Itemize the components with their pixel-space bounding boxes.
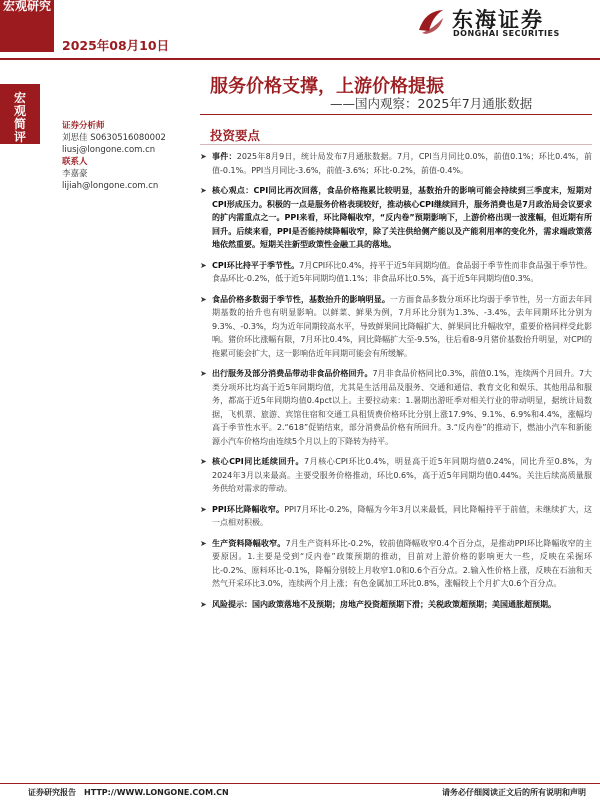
bullet-body: 7月CPI环比0.4%，持平于近5年同期均值。食品弱于季节性而非食品强于季节性。食品环比-0.2%，低于近5年同期均值1.1%；非食品环比0.5%，高于近5年同期均值0.3%。	[212, 260, 592, 283]
report-date: 2025年08月10日	[62, 38, 170, 53]
analyst-label: 证券分析师	[62, 121, 105, 131]
logo-text-cn: 东海证券	[452, 8, 544, 32]
header-divider	[0, 58, 600, 60]
bullet-body: 一方面食品多数分项环比均弱于季节性，另一方面去年同期基数的抬升也有明显影响。以鲜菜、鲜果为例，7月环比分别为1.3%、-3.4%，去年同期环比分别为9.3%、-0.3%，均为近年同期较高水平，导致鲜果同比降幅扩大、鲜果同比升幅收窄，重要价格同样受此影响。猪价环比涨幅有限，7月环比0.4%，同比降幅扩大至-9.5%，往后看8-9月猪价基数抬升明显，对CPI的拖累可能会扩大，这一影响估近年同期可能会有所缓解。	[212, 294, 593, 358]
bullet-lead: CPI环比持平于季节性。	[212, 260, 300, 270]
bullet-lead: 事件：	[212, 152, 237, 161]
bullet-body: PPI7月环比-0.2%，降幅为今年3月以来最低，同比降幅持平于前值，未继续扩大，这一点相对积极。	[212, 504, 593, 527]
bullet-ppi	[200, 503, 592, 530]
bullet-cpi-mom	[200, 259, 592, 286]
bullet-producer-goods	[200, 537, 592, 591]
footer-website: 证券研究报告 HTTP://WWW.LONGONE.COM.CN	[28, 788, 229, 797]
bullet-arrow-icon: ➤	[200, 260, 207, 270]
bullet-arrow-icon: ➤	[200, 504, 207, 514]
key-points-list	[200, 150, 592, 618]
analyst-panel	[62, 120, 197, 192]
bullet-arrow-icon: ➤	[200, 294, 207, 304]
corner-band	[0, 0, 54, 52]
logo-mark-icon	[416, 6, 446, 36]
side-label: 宏观简评	[13, 91, 26, 144]
footer-disclaimer: 请务必仔细阅读正文后的所有说明和声明	[442, 788, 586, 797]
bullet-lead: 风险提示：	[212, 599, 252, 609]
bullet-arrow-icon: ➤	[200, 369, 207, 378]
bullet-arrow-icon: ➤	[200, 152, 207, 161]
contact-label: 联系人	[62, 157, 88, 167]
bullet-body: 国内政策落地不及预期；房地产投资超预期下滑；关税政策超预期；美国通胀超预期。	[252, 599, 556, 609]
bullet-core-cpi	[200, 455, 592, 496]
bullet-body: 7月核心CPI环比0.4%，明显高于近5年同期均值0.24%，同比升至0.8%，为2024年3月以来最高。主要受服务价格推动，环比0.6%，高于近5年同期均值0.44%。关注后续高质量服务供给对需求的带动。	[212, 457, 592, 493]
bullet-body: CPI同比再次回落，食品价格拖累比较明显，基数抬升的影响可能会持续到三季度末，短期对CPI形成压力。积极的一点是服务价格表现较好，推动核心CPI继续回升，服务消费也是7月政治局会议要求的扩内需重点之一。PPI来看，环比降幅收窄，“反内卷”预期影响下，上游价格出现一波涨幅，但近期有所回升。后续来看，PPI是否能持续降幅收窄，除了关注供给侧产能以及产能利用率的变化外，需求端政策落地依然重要。短期关注新型政策性金融工具的落地。	[212, 186, 592, 249]
corner-label: 宏观研究	[2, 0, 51, 13]
section-heading: 投资要点	[210, 128, 261, 143]
bullet-lead: 核心观点：	[212, 186, 254, 195]
bullet-risk	[200, 598, 592, 612]
bullet-food-price	[200, 293, 592, 361]
contact-name: 李嘉豪	[62, 169, 88, 179]
bullet-arrow-icon: ➤	[200, 186, 207, 195]
analyst-name-id: 刘思佳 S0630516080002	[62, 133, 166, 143]
page-subtitle: ——国内观察：2025年7月通胀数据	[330, 96, 533, 111]
bullet-lead: 食品价格多数弱于季节性，基数抬升的影响明显。	[212, 294, 390, 304]
bullet-lead: 出行服务及部分消费品带动非食品价格回升。	[212, 369, 373, 378]
page-title: 服务价格支撑，上游价格提振	[210, 76, 444, 97]
bullet-lead: 生产资料降幅收窄。	[212, 538, 286, 548]
bullet-arrow-icon: ➤	[200, 599, 207, 609]
bullet-lead: PPI环比降幅收窄。	[212, 504, 285, 514]
contact-email: lijiah@longone.com.cn	[62, 181, 159, 191]
bullet-core-view	[200, 184, 592, 252]
bullet-arrow-icon: ➤	[200, 457, 207, 466]
bullet-event	[200, 150, 592, 177]
logo-text-en: DONGHAI SECURITIES	[453, 29, 560, 38]
bullet-body: 7月生产资料环比-0.2%，较前值降幅收窄0.4个百分点，是推动PPI环比降幅收窄的主要原因。1.主要是受到“反内卷”政策预期的推动，目前对上游价格的影响更大一些，反映在采掘环比-0.2%、原料环比-0.1%，降幅分别较上月收窄1.0和0.6个百分点。2.输入性价格上涨，反映在石油和天然气开采环比3.0%，连续两个月上涨；有色金属加工环比0.8%，涨幅较上个月扩大0.6个百分点。	[212, 538, 593, 588]
bullet-arrow-icon: ➤	[200, 538, 207, 548]
footer-divider	[0, 783, 600, 784]
section-divider	[200, 144, 592, 145]
bullet-body: 7月非食品价格同比0.3%，前值0.1%，连续两个月回升。7大类分项环比均高于近5年同期均值，尤其是生活用品及服务、交通和通信、教育文化和娱乐、其他用品和服务，都高于近5年同期均值0.4pct以上。主要拉动来：1.暑期出游旺季对相关行业的带动明显，据统计局数据，飞机票、旅游、宾馆住宿和交通工具租赁费价格环比分别上涨17.9%、9.1%、6.9%和4.4%，涨幅均高于季节性水平。2.“618”促销结束，部分消费品价格有所回升。3.“反内卷”的推动下，燃油小汽车和新能源小汽车价格均由连续5个月以上的下降转为持平。	[212, 369, 592, 446]
bullet-body: 2025年8月9日，统计局发布7月通胀数据。7月，CPI当月同比0.0%，前值0.1%；环比0.4%，前值-0.1%。PPI当月同比-3.6%，前值-3.6%；环比-0.2%，前值-0.4%。	[212, 152, 592, 175]
title-divider	[200, 114, 592, 115]
analyst-email: liusj@longone.com.cn	[62, 145, 156, 155]
bullet-lead: 核心CPI同比延续回升。	[212, 457, 305, 466]
bullet-nonfood-price	[200, 367, 592, 448]
company-logo	[416, 4, 592, 40]
